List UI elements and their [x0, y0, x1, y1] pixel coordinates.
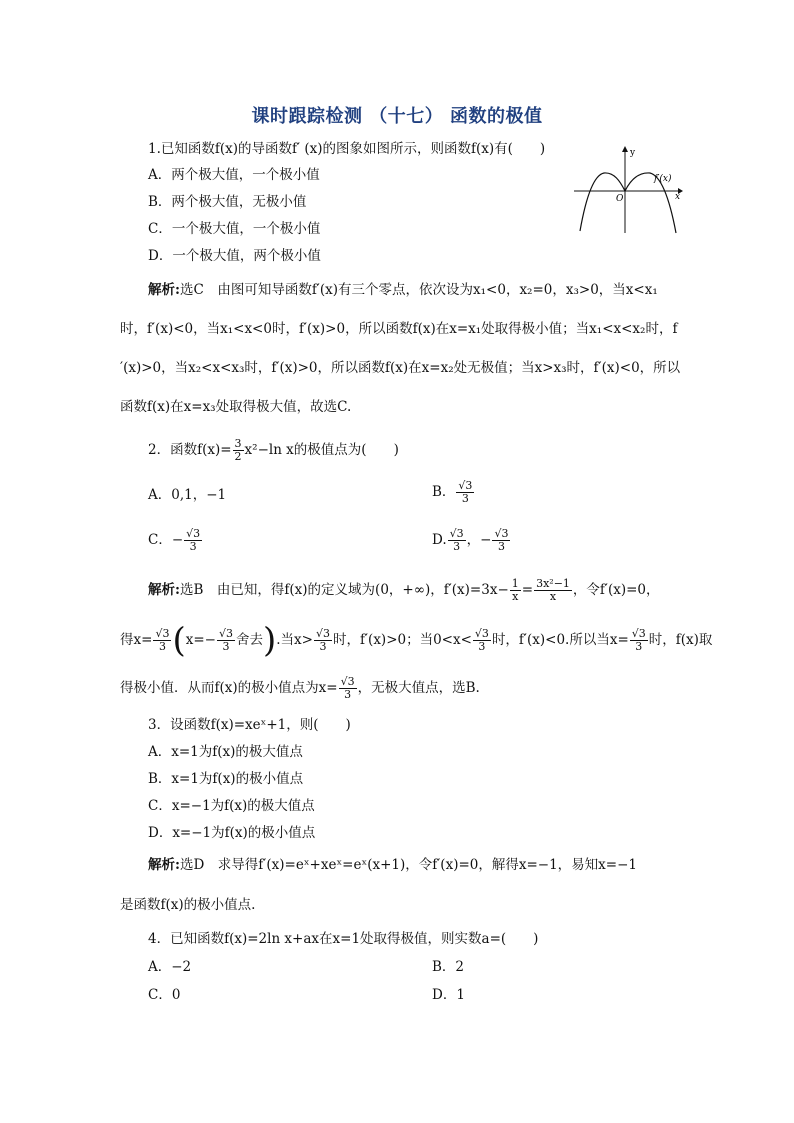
q4-option-b: B．2 [432, 959, 465, 975]
q1-option-d: D．一个极大值，两个极小值 [148, 248, 321, 264]
fraction-num: 3x²−1 [536, 577, 570, 590]
denominator-3: 3 [497, 540, 505, 553]
graph-origin-label: O [616, 194, 624, 204]
question-3-stem: 3．设函数f(x)=xeˣ+1，则( ) [148, 717, 351, 733]
denominator-3: 3 [453, 540, 461, 553]
question-4-stem: 4．已知函数f(x)=2ln x+ax在x=1处取得极值，则实数a=( ) [148, 931, 539, 947]
q1-option-a: A．两个极大值，一个极小值 [148, 167, 320, 183]
equals: = [521, 582, 534, 598]
q2-sol-l1-b: ，令f′(x)=0， [572, 582, 660, 598]
q1-option-c: C．一个极大值，一个极小值 [148, 221, 321, 237]
denominator-3: 3 [222, 640, 230, 653]
sqrt3: √3 [458, 479, 473, 492]
solution-tag: 解析: [148, 582, 180, 598]
q2-option-d [432, 528, 511, 553]
q2-sol-l2-d: .当x> [276, 632, 313, 648]
sqrt3: √3 [218, 627, 233, 640]
graph-x-label: x [675, 192, 681, 202]
sqrt3: √3 [494, 527, 509, 540]
q2-stem-start: 2．函数f(x)= [148, 442, 232, 458]
sqrt3: √3 [315, 627, 330, 640]
fraction-num: 1 [511, 577, 519, 590]
denominator-3: 3 [344, 688, 352, 701]
page-title: 课时跟踪检测 （十七） 函数的极值 [251, 106, 543, 127]
question-1-stem: 1.已知函数f(x)的导函数f′ (x)的图象如图所示，则函数f(x)有( ) [148, 141, 546, 157]
question-2-stem [148, 438, 399, 463]
q2-frac-num: 3 [234, 437, 242, 450]
q4-option-d: D．1 [432, 987, 465, 1003]
q2-solution-line-1 [148, 578, 660, 603]
denominator-3: 3 [158, 640, 166, 653]
q2-option-c [148, 528, 203, 553]
denominator-3: 3 [478, 640, 486, 653]
q2-option-b-prefix: B． [432, 484, 456, 500]
q3-option-c: C．x=−1为f(x)的极大值点 [148, 798, 315, 814]
q2-sol-l2-b: x=− [185, 632, 216, 648]
sqrt3: √3 [449, 527, 464, 540]
q1-solution-line-4: 函数f(x)在x=x₃处取得极大值，故选C. [120, 399, 352, 415]
q2-option-c-prefix: C．− [148, 532, 184, 548]
q4-option-a: A．−2 [148, 959, 192, 975]
q2-sol-l2-e: 时，f′(x)>0；当0<x< [332, 632, 472, 648]
q2-frac-den: 2 [234, 450, 242, 463]
solution-tag: 解析: [148, 282, 180, 298]
denominator-3: 3 [635, 640, 643, 653]
q3-solution-line-1 [148, 856, 637, 874]
q1-solution-line-1 [148, 281, 658, 299]
q2-stem-end: x²−ln x的极值点为( ) [244, 442, 399, 458]
graph-y-label: y [630, 148, 636, 158]
q2-solution-line-2 [120, 620, 713, 661]
sqrt3: √3 [474, 627, 489, 640]
q3-option-a: A．x=1为f(x)的极大值点 [148, 744, 303, 760]
fraction-den: x [512, 590, 519, 603]
q2-solution-line-3 [120, 676, 480, 701]
solution-tag: 解析: [148, 857, 180, 873]
q2-sol-l2-f: 时，f′(x)<0.所以当x= [491, 632, 629, 648]
graph-curve-label: f′(x) [654, 174, 672, 184]
q1-option-b: B．两个极大值，无极小值 [148, 194, 307, 210]
sqrt3: √3 [155, 627, 170, 640]
denominator-3: 3 [461, 492, 469, 505]
left-paren: ( [172, 620, 186, 661]
sqrt3: √3 [340, 675, 355, 688]
sqrt3: √3 [631, 627, 646, 640]
fraction-den: x [549, 590, 557, 603]
q4-option-c: C．0 [148, 987, 181, 1003]
q1-solution-line-2: 时，f′(x)<0，当x₁<x<0时，f′(x)>0，所以函数f(x)在x=x₁处取得极小值；当x₁<x<x₂时，f [120, 321, 678, 337]
q2-sol-l2-g: 时，f(x)取 [648, 632, 713, 648]
q3-solution-line-2: 是函数f(x)的极小值点. [120, 897, 256, 913]
q2-sol-l1-a: 选B 由已知，得f(x)的定义域为(0，+∞)，f′(x)=3x− [179, 582, 509, 598]
right-paren: ) [262, 620, 277, 661]
derivative-graph [572, 145, 684, 235]
q3-option-b: B．x=1为f(x)的极小值点 [148, 771, 304, 787]
q2-sol-l2-c: 舍去 [235, 632, 263, 648]
q3-option-d: D．x=−1为f(x)的极小值点 [148, 825, 316, 841]
q2-option-b [432, 480, 475, 505]
q2-sol-l3-a: 得极小值．从而f(x)的极小值点为x= [120, 680, 338, 696]
denominator-3: 3 [189, 540, 197, 553]
q1-solution-line-3: ′(x)>0，当x₂<x<x₃时，f′(x)>0，所以函数f(x)在x=x₂处无极值；当x>x₃时，f′(x)<0，所以 [120, 360, 681, 376]
q2-option-a: A．0,1，−1 [148, 487, 227, 503]
q2-option-d-separator: ，− [466, 532, 492, 548]
q2-sol-l3-b: ，无极大值点，选B. [357, 680, 480, 696]
q2-stem-fraction [233, 438, 244, 463]
q3-solution-text-1: 选D 求导得f′(x)=eˣ+xeˣ=eˣ(x+1)，令f′(x)=0，解得x=−1，易知x=−1 [179, 857, 638, 873]
denominator-3: 3 [319, 640, 327, 653]
sqrt3: √3 [186, 527, 201, 540]
q2-option-d-prefix: D. [432, 532, 447, 548]
q1-solution-text-1: 选C 由图可知导函数f′(x)有三个零点，依次设为x₁<0，x₂=0，x₃>0，当x<x₁ [179, 282, 658, 298]
q2-sol-l2-a: 得x= [120, 632, 153, 648]
